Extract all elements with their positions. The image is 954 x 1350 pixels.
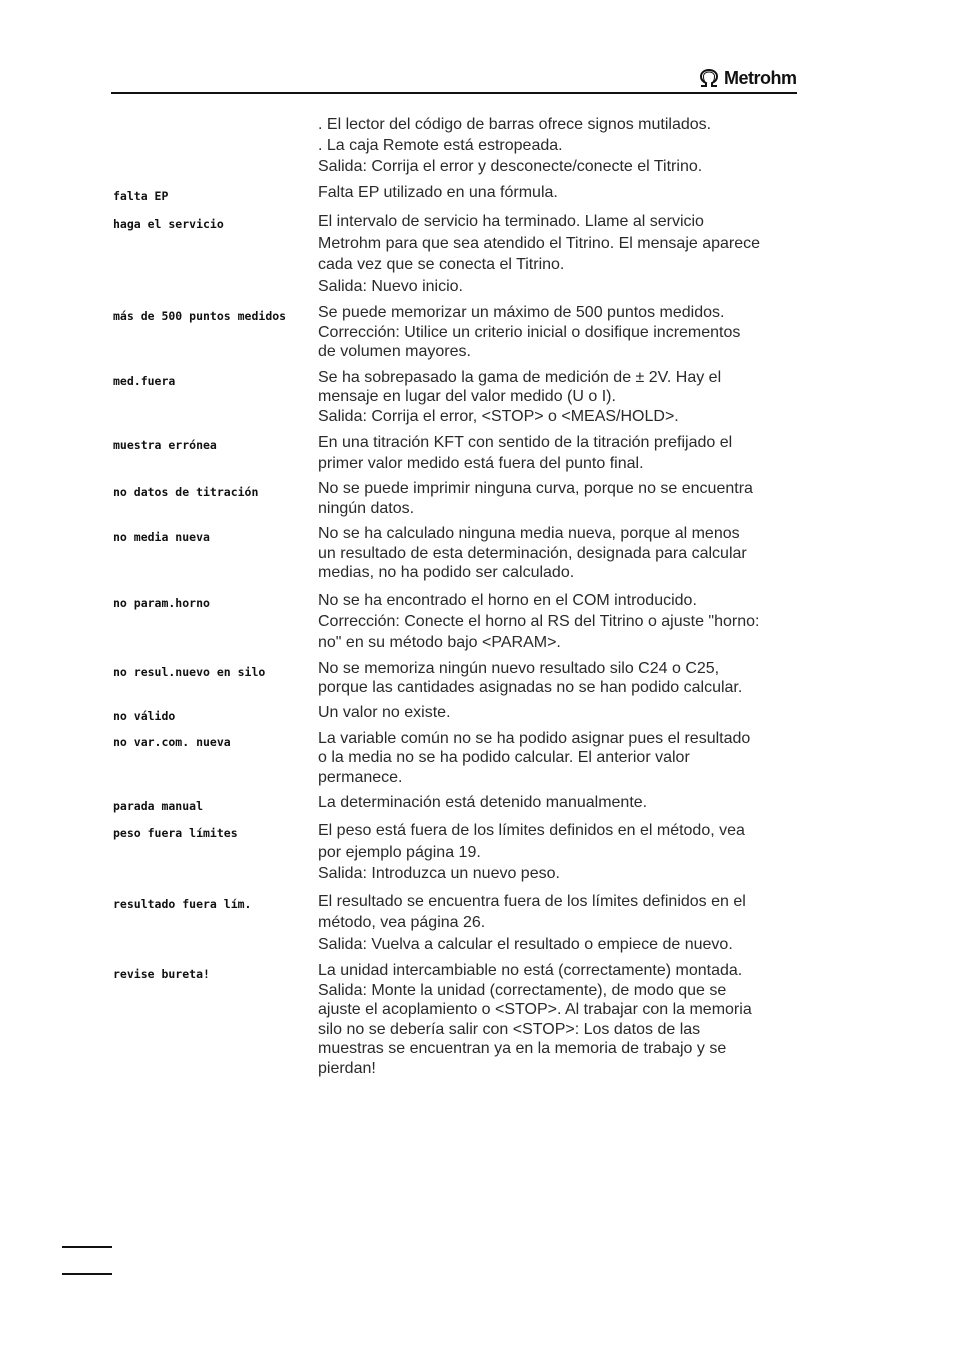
description-line: La variable común no se ha podido asignar pues el resultado (318, 729, 751, 747)
description-line: medias, no ha podido ser calculado. (318, 564, 575, 581)
description-line: No se ha encontrado el horno en el COM introducido. (318, 591, 697, 609)
description-line: Se puede memorizar un máximo de 500 puntos medidos. (318, 304, 725, 321)
entry-description (318, 432, 797, 474)
entry-term: más de 500 puntos medidos (113, 309, 287, 323)
entry-description (318, 820, 797, 885)
description-line: por ejemplo página 19. (318, 843, 481, 861)
error-message-list (113, 114, 797, 1078)
entry-row (113, 432, 797, 474)
entry-row (113, 961, 797, 1078)
entry-row (113, 524, 797, 583)
entry-row (113, 183, 797, 203)
entry-row (113, 590, 797, 653)
entry-description (318, 590, 797, 653)
description-line: o la media no se ha podido calcular. El anterior valor (318, 749, 690, 766)
entry-term: no válido (113, 708, 176, 723)
entry-term: resultado fuera lím. (113, 896, 252, 911)
description-line: ajuste el acoplamiento o <STOP>. Al trabajar con la memoria (318, 1001, 752, 1018)
header-rule (111, 92, 797, 94)
entry-term: no param.horno (113, 595, 210, 610)
entry-description (318, 303, 797, 362)
entry-description (318, 114, 797, 177)
entry-row (113, 303, 797, 362)
description-line: El peso está fuera de los límites definidos en el método, vea (318, 822, 745, 839)
entry-term: peso fuera límites (113, 826, 238, 840)
entry-description (318, 659, 797, 698)
entry-description (318, 368, 797, 427)
description-line: muestras se encuentran ya en la memoria de trabajo y se (318, 1040, 727, 1057)
description-line: Un valor no existe. (318, 703, 451, 721)
description-line: cada vez que se conecta el Titrino. (318, 256, 565, 273)
description-line: Salida: Monte la unidad (correctamente), de modo que se (318, 981, 727, 999)
entry-description (318, 961, 797, 1078)
description-line: Falta EP utilizado en una fórmula. (318, 184, 558, 201)
description-line: método, vea página 26. (318, 914, 486, 931)
entry-term: muestra errónea (113, 438, 217, 452)
description-line: No se puede imprimir ninguna curva, porque no se encuentra (318, 480, 753, 497)
entry-term: med.fuera (113, 373, 176, 388)
description-line: mensaje en lugar del valor medido (U o I). (318, 388, 616, 405)
entry-description (318, 703, 797, 723)
entry-term: no resul.nuevo en silo (113, 664, 266, 679)
entry-row (113, 368, 797, 427)
entry-term: falta EP (113, 189, 169, 203)
description-line: silo no se debería salir con <STOP>: Los datos de las (318, 1020, 701, 1038)
entry-row (113, 659, 797, 698)
description-line: Salida: Corrija el error, <STOP> o <MEAS/HOLD>. (318, 407, 679, 425)
description-line: El intervalo de servicio ha terminado. Llame al servicio (318, 213, 704, 230)
entry-row (113, 211, 797, 297)
description-line: de volumen mayores. (318, 343, 471, 360)
description-line: La determinación está detenido manualmente. (318, 794, 648, 811)
entry-description (318, 891, 797, 956)
description-line: no" en su método bajo <PARAM>. (318, 633, 561, 651)
entry-row (113, 793, 797, 813)
description-line: No se memoriza ningún nuevo resultado silo C24 o C25, (318, 659, 720, 677)
entry-term: no media nueva (113, 530, 210, 544)
entry-description (318, 793, 797, 813)
entry-row (113, 479, 797, 518)
omega-logo-icon (697, 68, 721, 88)
entry-description (318, 524, 797, 583)
entry-term: no var.com. nueva (113, 734, 231, 749)
description-line: Se ha sobrepasado la gama de medición de ± 2V. Hay el (318, 368, 722, 386)
description-line: primer valor medido está fuera del punto final. (318, 455, 644, 472)
description-line: Salida: Corrija el error y desconecte/conecte el Titrino. (318, 158, 703, 175)
entry-term: revise bureta! (113, 967, 210, 981)
entry-description (318, 479, 797, 518)
description-line: Corrección: Conecte el horno al RS del Titrino o ajuste "horno: (318, 612, 760, 630)
brand-name: Metrohm (724, 67, 797, 88)
description-line: permanece. (318, 768, 403, 786)
description-line: . El lector del código de barras ofrece signos mutilados. (318, 116, 712, 133)
description-line: Salida: Introduzca un nuevo peso. (318, 865, 560, 882)
entry-description (318, 183, 797, 203)
entry-term: no datos de titración (113, 485, 259, 499)
footer-rule-top (62, 1246, 112, 1248)
description-line: No se ha calculado ninguna media nueva, porque al menos (318, 525, 740, 542)
entry-term: haga el servicio (113, 217, 224, 231)
description-line: pierdan! (318, 1059, 376, 1077)
entry-row (113, 114, 797, 177)
description-line: El resultado se encuentra fuera de los límites definidos en el (318, 892, 746, 910)
description-line: porque las cantidades asignadas no se han podido calcular. (318, 679, 743, 696)
entry-row (113, 703, 797, 723)
description-line: Metrohm para que sea atendido el Titrino. El mensaje aparece (318, 234, 761, 252)
entry-description (318, 729, 797, 788)
description-line: Salida: Vuelva a calcular el resultado o empiece de nuevo. (318, 935, 733, 953)
description-line: . La caja Remote está estropeada. (318, 137, 563, 154)
footer-rule-bottom (62, 1273, 112, 1275)
entry-term: parada manual (113, 799, 204, 813)
description-line: ningún datos. (318, 499, 415, 517)
description-line: Salida: Nuevo inicio. (318, 277, 463, 295)
entry-row (113, 891, 797, 956)
metrohm-logo (697, 66, 797, 90)
description-line: Corrección: Utilice un criterio inicial o dosifique incrementos (318, 323, 741, 341)
entry-description (318, 211, 797, 297)
entry-row (113, 729, 797, 788)
description-line: un resultado de esta determinación, designada para calcular (318, 544, 747, 562)
entry-row (113, 820, 797, 885)
entry-term (113, 114, 318, 120)
description-line: La unidad intercambiable no está (correctamente) montada. (318, 962, 743, 979)
description-line: En una titración KFT con sentido de la titración prefijado el (318, 434, 733, 451)
